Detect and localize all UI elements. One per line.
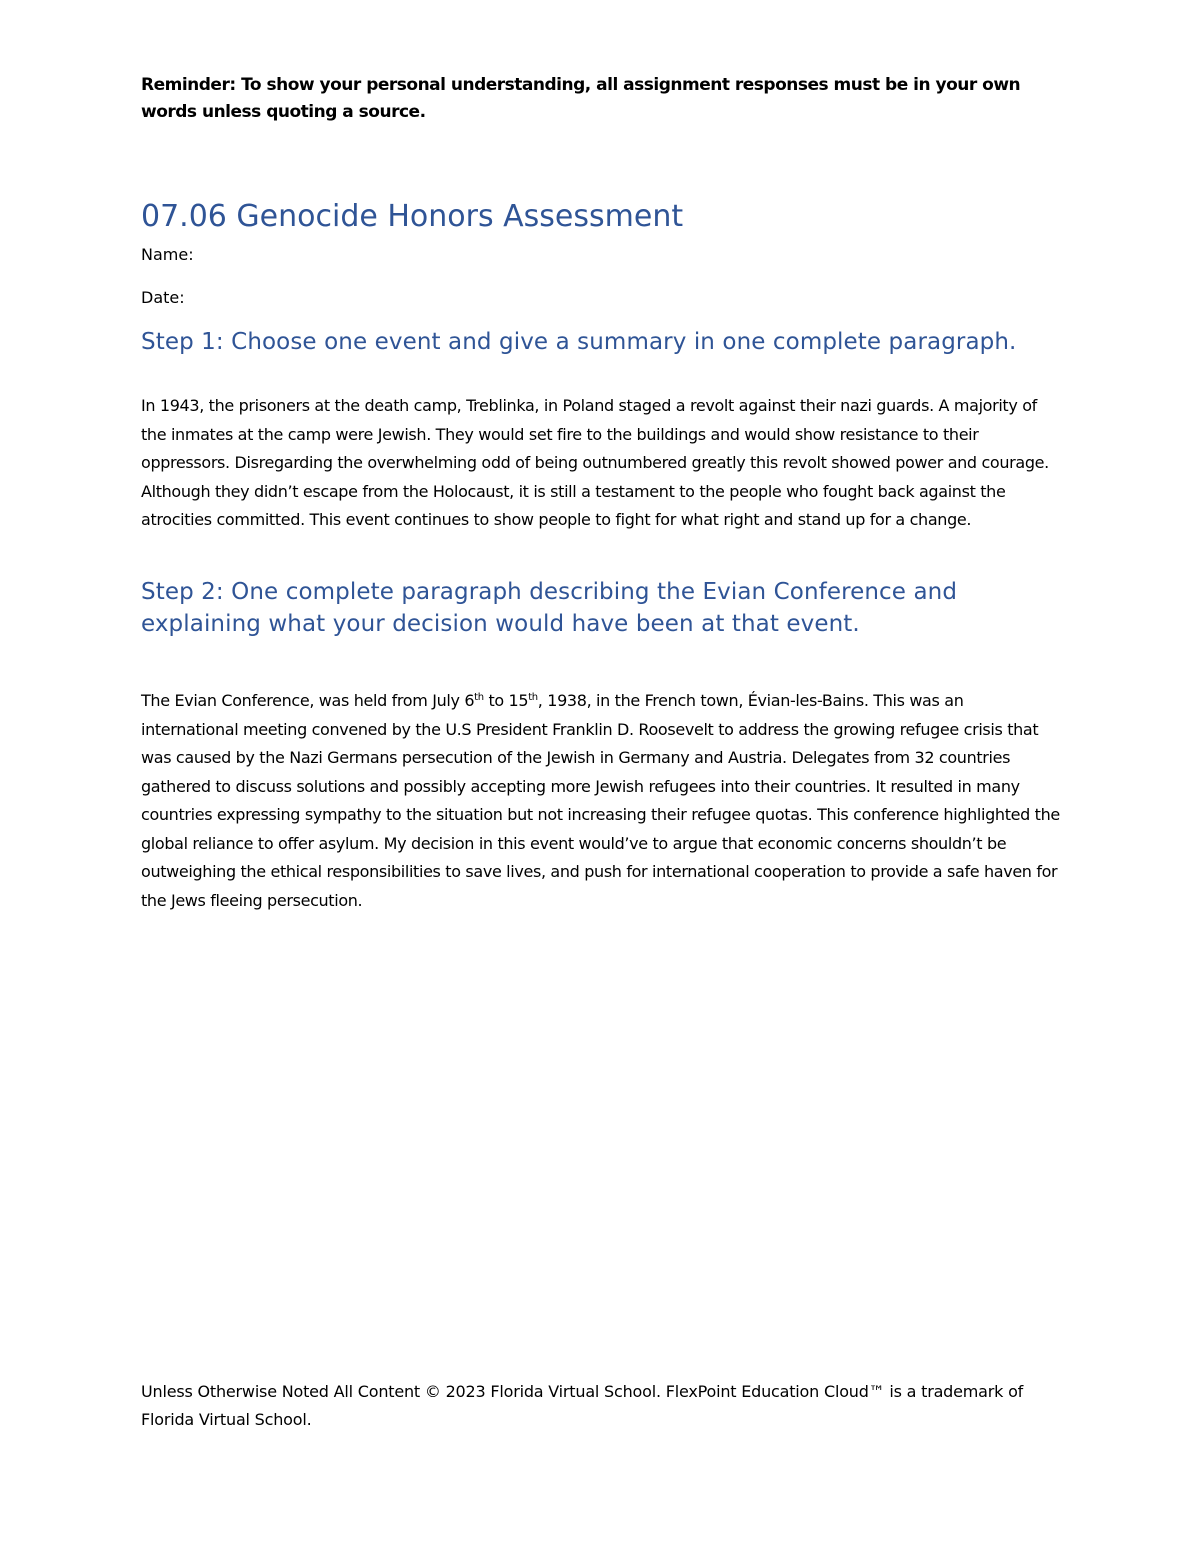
step2-superscript-2: th (528, 692, 538, 703)
copyright-footer: Unless Otherwise Noted All Content © 2023 Florida Virtual School. FlexPoint Education Cloud™ is a trademark of Florida Virtual School. (141, 1382, 1024, 1429)
page-title: 07.06 Genocide Honors Assessment (141, 199, 684, 234)
date-label: Date: (141, 288, 185, 307)
document-page (141, 0, 1061, 1553)
step1-heading: Step 1: Choose one event and give a summary in one complete paragraph. (141, 329, 1017, 355)
step2-superscript-1: th (474, 692, 484, 703)
step2-text-part1: The Evian Conference, was held from July 6 (141, 691, 475, 710)
step2-text-part2: to 15 (483, 691, 529, 710)
step2-heading: Step 2: One complete paragraph describing the Evian Conference and explaining what your decision would have been at that event. (141, 579, 958, 637)
step1-paragraph: In 1943, the prisoners at the death camp, Treblinka, in Poland staged a revolt against their nazi guards. A majority of the inmates at the camp were Jewish. They would set fire to the buildings and would show resistance to their oppressors. Disregarding the overwhelming odd of being outnumbered greatly this revolt showed power and courage. Although they didn’t escape from the Holocaust, it is still a testament to the people who fought back against the atrocities committed. This event continues to show people to fight for what right and stand up for a change. (141, 396, 1049, 529)
name-label: Name: (141, 245, 194, 264)
reminder-note: Reminder: To show your personal understanding, all assignment responses must be in your own words unless quoting a source. (141, 75, 1021, 122)
step2-text-part3: , 1938, in the French town, Évian-les-Bains. This was an international meeting convened by the U.S President Franklin D. Roosevelt to address the growing refugee crisis that was caused by the Nazi Germans persecution of the Jewish in Germany and Austria. Delegates from 32 countries gathered to discuss solutions and possibly accepting more Jewish refugees into their countries. It resulted in many countries expressing sympathy to the situation but not increasing their refugee quotas. This conference highlighted the global reliance to offer asylum. My decision in this event would’ve to argue that economic concerns shouldn’t be outweighing the ethical responsibilities to save lives, and push for international cooperation to provide a safe haven for the Jews fleeing persecution. (141, 691, 1060, 910)
step2-paragraph (141, 687, 1061, 915)
